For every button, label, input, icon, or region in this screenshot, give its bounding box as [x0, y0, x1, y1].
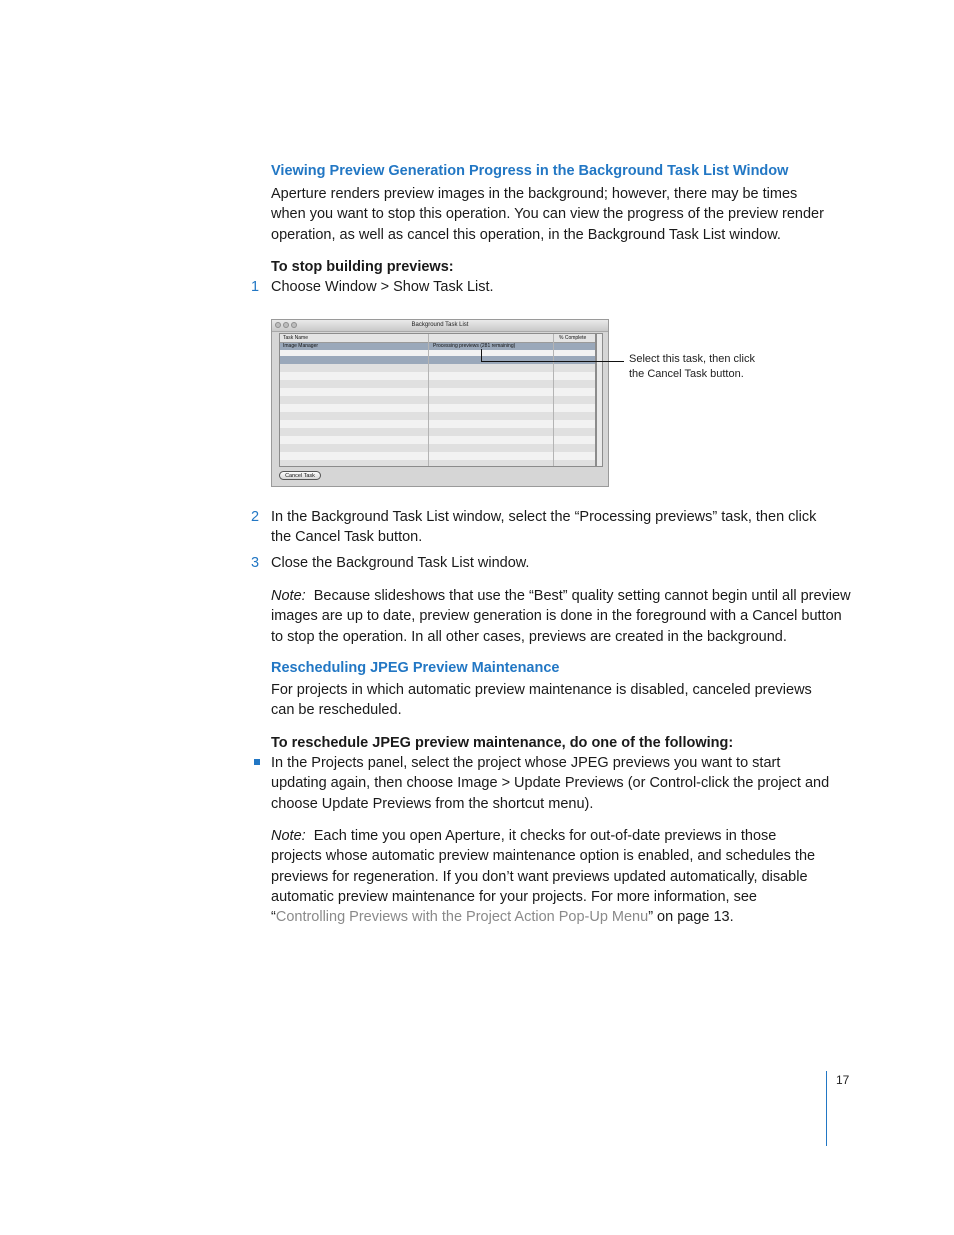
- note-label: Note:: [271, 588, 306, 604]
- window-title: Background Task List: [411, 322, 469, 328]
- note-line: Because slideshows that use the “Best” quality setting cannot begin until all preview: [313, 588, 851, 604]
- task-status-cell: Processing previews (281 remaining): [433, 343, 516, 349]
- step-line: In the Background Task List window, select the “Processing previews” task, then click: [271, 509, 817, 525]
- section-heading-rescheduling: Rescheduling JPEG Preview Maintenance: [271, 660, 560, 676]
- step-text: Close the Background Task List window.: [271, 555, 530, 571]
- callout-leader-vertical: [481, 349, 482, 361]
- rescheduling-paragraph: [271, 680, 812, 721]
- procedure-title-stop-previews: To stop building previews:: [271, 259, 454, 275]
- callout-line: the Cancel Task button.: [629, 368, 744, 380]
- paragraph-line: can be rescheduled.: [271, 702, 402, 719]
- callout-text: [629, 352, 755, 382]
- step-text: Choose Window > Show Task List.: [271, 279, 494, 295]
- note-line: to stop the operation. In all other cases, previews are created in the background.: [271, 628, 787, 645]
- note-best-quality: [271, 586, 851, 647]
- note-line: previews for regeneration. If you don’t want previews updated automatically, disable: [271, 868, 808, 885]
- background-task-list-screenshot: [271, 319, 609, 487]
- task-table: [279, 333, 596, 467]
- paragraph-line: when you want to stop this operation. You can view the progress of the preview render: [271, 206, 824, 223]
- intro-paragraph: [271, 184, 824, 245]
- step-line: the Cancel Task button.: [271, 529, 423, 546]
- bullet-line: In the Projects panel, select the project whose JPEG previews you want to start: [271, 755, 781, 771]
- section-heading-preview-progress: Viewing Preview Generation Progress in the Background Task List Window: [271, 163, 789, 179]
- vertical-scrollbar[interactable]: [596, 333, 603, 467]
- column-header-percent-complete[interactable]: % Complete: [559, 335, 587, 341]
- page-margin-rule: [826, 1071, 827, 1146]
- callout-leader-horizontal: [481, 361, 624, 362]
- step-number: 1: [251, 279, 260, 295]
- task-name-cell: Image Manager: [283, 343, 319, 349]
- callout-line: Select this task, then click: [629, 353, 755, 365]
- paragraph-line: Aperture renders preview images in the background; however, there may be times: [271, 186, 798, 202]
- bullet-line: updating again, then choose Image > Update Previews (or Control-click the project and: [271, 775, 830, 792]
- note-line: images are up to date, preview generation is done in the foreground with a Cancel button: [271, 608, 842, 625]
- step-number: 3: [251, 555, 260, 571]
- cancel-task-button[interactable]: Cancel Task: [279, 471, 321, 480]
- open-quote: “: [271, 909, 276, 926]
- paragraph-line: operation, as well as cancel this operation, in the Background Task List window.: [271, 226, 781, 243]
- note-line: Each time you open Aperture, it checks for out-of-date previews in those: [313, 828, 777, 844]
- column-header-task-name[interactable]: Task Name: [283, 335, 309, 341]
- paragraph-line: For projects in which automatic preview maintenance is disabled, canceled previews: [271, 682, 812, 698]
- step-number: 2: [251, 509, 260, 525]
- step-text: [271, 507, 816, 548]
- page-number: 17: [836, 1073, 850, 1087]
- note-line: projects whose automatic preview maintenance option is enabled, and schedules the: [271, 848, 816, 865]
- note-out-of-date-previews: [271, 826, 815, 927]
- procedure-title-reschedule: To reschedule JPEG preview maintenance, do one of the following:: [271, 735, 734, 751]
- bullet-square-icon: [254, 759, 260, 765]
- note-line: automatic preview maintenance for your projects. For more information, see: [271, 888, 757, 905]
- note-label: Note:: [271, 828, 306, 844]
- bullet-line: choose Update Previews from the shortcut menu).: [271, 795, 594, 812]
- link-suffix: ” on page 13.: [648, 909, 734, 926]
- bullet-item: [271, 753, 829, 814]
- cross-reference-link[interactable]: Controlling Previews with the Project Action Pop-Up Menu: [275, 909, 649, 926]
